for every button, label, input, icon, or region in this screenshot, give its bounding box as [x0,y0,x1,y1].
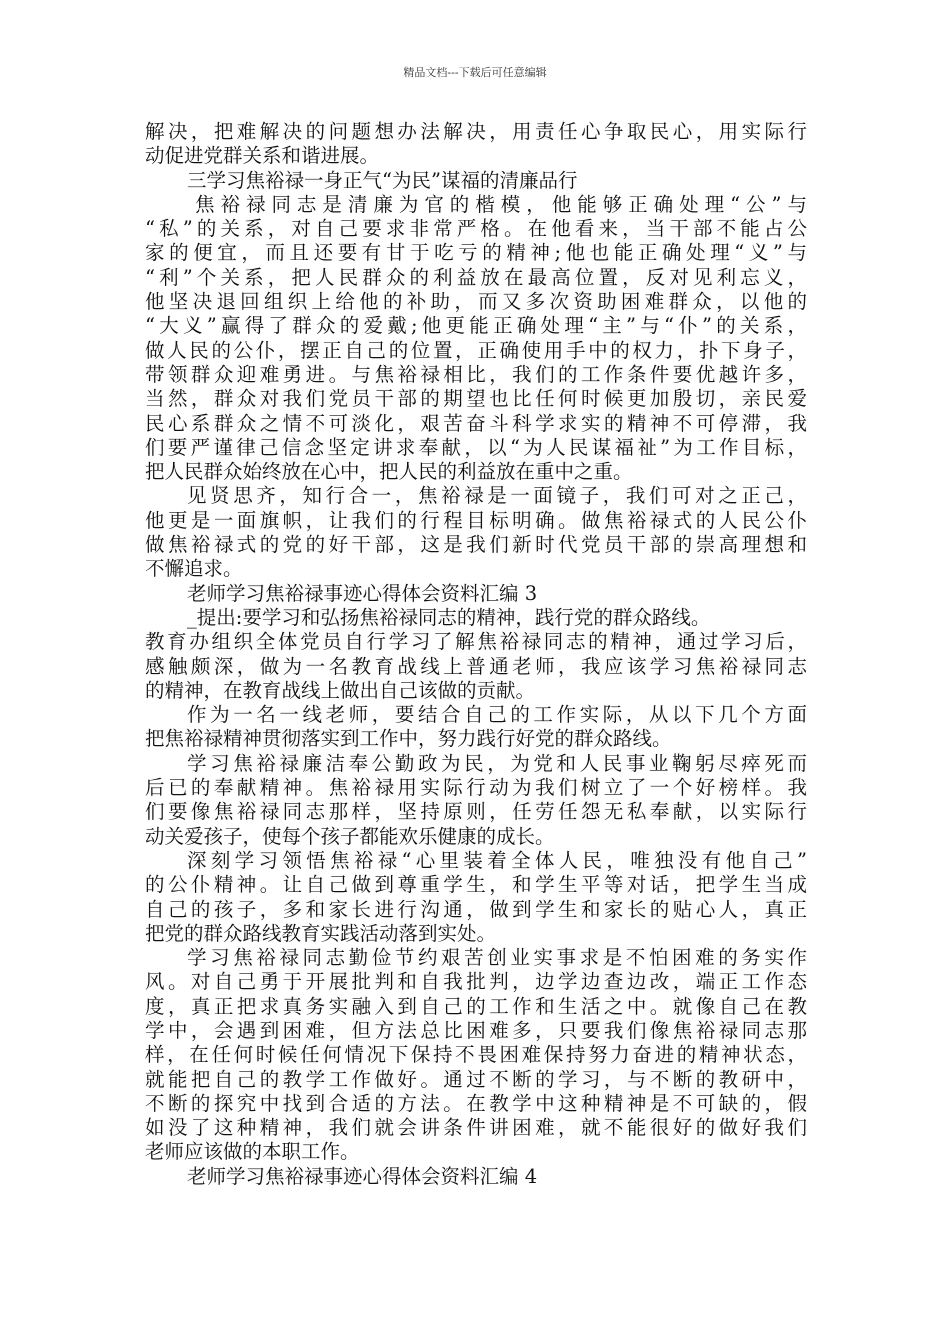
text-line: 他更是一面旗帜，让我们的行程目标明确。做焦裕禄式的人民公仆 [145,508,807,532]
text-line: 学习焦裕禄廉洁奉公勤政为民，为党和人民事业鞠躬尽瘁死而 [187,751,807,775]
text-line: 做人民的公仆，摆正自己的位置，正确使用手中的权力，扑下身子， [145,338,807,362]
text-line: 老师应该做的本职工作。 [145,1140,360,1164]
text-line: 风。对自己勇于开展批判和自我批判，边学边查边改，端正工作态 [145,970,807,994]
text-line: 教育办组织全体党员自行学习了解焦裕禄同志的精神，通过学习后， [145,630,807,654]
text-line: 如没了这种精神，我们就会讲条件讲困难，就不能很好的做好我们 [145,1116,807,1140]
text-line: 就能把自己的教学工作做好。通过不断的学习，与不断的教研中， [145,1067,807,1091]
text-line: 的精神，在教育战线上做出自己该做的贡献。 [145,678,536,702]
text-line: “私”的关系，对自己要求非常严格。在他看来，当干部不能占公 [145,217,807,241]
text-line: 见贤思齐，知行合一，焦裕禄是一面镜子，我们可对之正己， [187,484,807,508]
text-line: 动关爱孩子，使每个孩子都能欢乐健康的成长。 [145,824,555,848]
text-line: _提出:要学习和弘扬焦裕禄同志的精神，践行党的群众路线。 [187,605,711,629]
text-line: 解决，把难解决的问题想办法解决，用责任心争取民心，用实际行 [145,120,807,143]
text-line: 三学习焦裕禄一身正气“为民”谋福的清廉品行 [187,168,578,192]
text-line: 焦裕禄同志是清廉为官的楷模，他能够正确处理“公”与 [195,192,807,216]
text-line: 做焦裕禄式的党的好干部，这是我们新时代党员干部的崇高理想和 [145,533,807,557]
text-line: 样，在任何时候任何情况下保持不畏困难保持努力奋进的精神状态， [145,1043,807,1067]
text-line: 动促进党群关系和谐进展。 [145,144,380,168]
text-line: 不懈追求。 [145,557,243,581]
text-line: 后已的奉献精神。焦裕禄用实际行动为我们树立了一个好榜样。我 [145,776,807,800]
text-line: 把人民群众始终放在心中，把人民的利益放在重中之重。 [145,460,633,484]
document-body [145,120,807,1189]
text-line: 他坚决退回组织上给他的补助，而又多次资助困难群众，以他的 [145,290,807,314]
text-line: 自己的孩子，多和家长进行沟通，做到学生和家长的贴心人，真正 [145,897,807,921]
text-line: 当然，群众对我们党员干部的期望也比任何时候更加殷切，亲民爱 [145,387,807,411]
text-line: 的公仆精神。让自己做到尊重学生，和学生平等对话，把学生当成 [145,873,807,897]
text-line: 学中，会遇到困难，但方法总比困难多，只要我们像焦裕禄同志那 [145,1018,807,1042]
text-line: 学习焦裕禄同志勤俭节约艰苦创业实事求是不怕困难的务实作 [187,946,807,970]
text-line: “利”个关系，把人民群众的利益放在最高位置，反对见利忘义， [145,265,807,289]
text-line: 作为一名一线老师，要结合自己的工作实际，从以下几个方面 [187,703,807,727]
text-line: 深刻学习领悟焦裕禄“心里装着全体人民，唯独没有他自己” [187,848,807,872]
text-line: 老师学习焦裕禄事迹心得体会资料汇编 4 [187,1164,538,1188]
text-line: 老师学习焦裕禄事迹心得体会资料汇编 3 [187,581,538,605]
text-line: 们要像焦裕禄同志那样，坚持原则，任劳任怨无私奉献，以实际行 [145,800,807,824]
text-line: “大义”赢得了群众的爱戴;他更能正确处理“主”与“仆”的关系， [145,314,807,338]
text-line: 带领群众迎难勇进。与焦裕禄相比，我们的工作条件要优越许多， [145,362,807,386]
text-line: 度，真正把求真务实融入到自己的工作和生活之中。就像自己在教 [145,994,807,1018]
text-line: 把党的群众路线教育实践活动落到实处。 [145,921,497,945]
text-line: 感触颇深，做为一名教育战线上普通老师，我应该学习焦裕禄同志 [145,654,807,678]
text-line: 把焦裕禄精神贯彻落实到工作中，努力践行好党的群众路线。 [145,727,672,751]
text-line: 们要严谨律己信念坚定讲求奉献，以“为人民谋福祉”为工作目标， [145,435,807,459]
text-line: 民心系群众之情不可淡化，艰苦奋斗科学求实的精神不可停滞，我 [145,411,807,435]
text-line: 家的便宜，而且还要有甘于吃亏的精神;他也能正确处理“义”与 [145,241,807,265]
text-line: 不断的探究中找到合适的方法。在教学中这种精神是不可缺的，假 [145,1091,807,1115]
page-header: 精品文档---下载后可任意编辑 [403,66,547,79]
